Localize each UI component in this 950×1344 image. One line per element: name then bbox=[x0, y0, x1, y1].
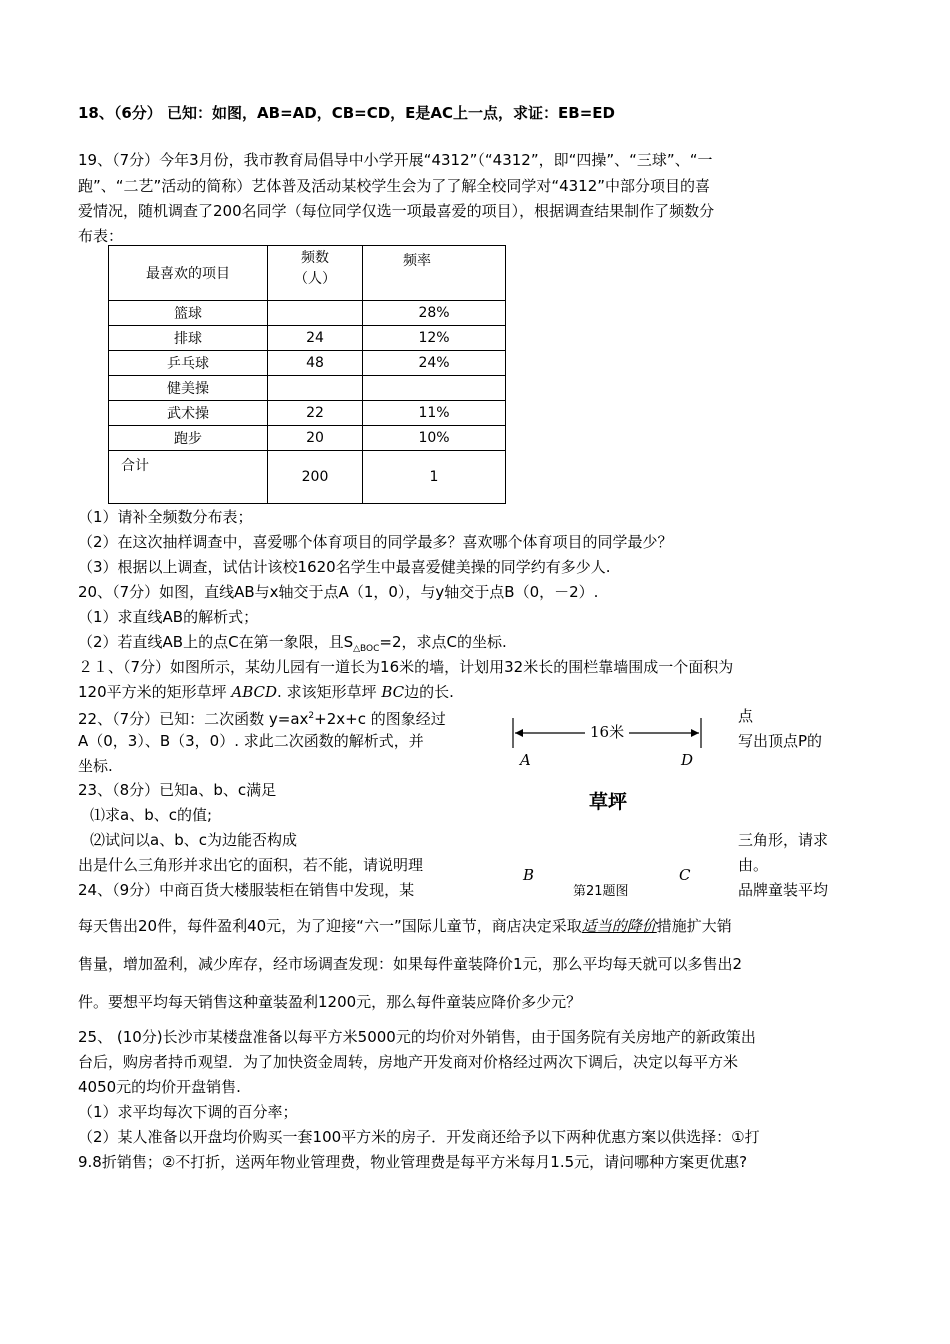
cell-item: 武术操 bbox=[109, 401, 268, 426]
cell-item: 跑步 bbox=[109, 426, 268, 451]
lawn-label: 草坪 bbox=[589, 791, 628, 813]
vertex-b-label: B bbox=[523, 866, 535, 884]
cell-rate: 12% bbox=[363, 326, 506, 351]
q25-line1: 25、 (10分)长沙市某楼盘准备以每平方米5000元的均价对外销售，由于国务院有关房地产的新政策出 bbox=[78, 1028, 756, 1046]
q25-part2b: 9.8折销售；②不打折，送两年物业管理费，物业管理费是每平方米每月1.5元，请问哪种方案更优惠? bbox=[78, 1153, 748, 1171]
q23-part2-b: 三角形，请求 bbox=[738, 831, 829, 849]
cell-count: 20 bbox=[268, 426, 363, 451]
q24-line3: 售量，增加盈利，减少库存，经市场调查发现：如果每件童装降价1元，那么平均每天就可以多售出2 bbox=[78, 955, 743, 973]
q22-line2: A（0，3）、B（3，0）. 求此二次函数的解析式，并 bbox=[78, 732, 424, 750]
q19-line4: 布表： bbox=[78, 227, 124, 245]
q25-line2: 台后，购房者持币观望．为了加快资金周转，房地产开发商对价格经过两次下调后，决定以每平方米 bbox=[78, 1053, 739, 1071]
cell-rate: 10% bbox=[363, 426, 506, 451]
table-row bbox=[109, 301, 506, 326]
cell-count: 24 bbox=[268, 326, 363, 351]
table-row bbox=[109, 401, 506, 426]
q22-line2-b: 写出顶点P的 bbox=[738, 732, 823, 750]
q19-line2: 跑”、“二艺”活动的简称）艺体普及活动某校学生会为了了解全校同学对“4312”中部分项目的喜 bbox=[78, 177, 711, 195]
q24-line2-a: 每天售出20件，每件盈利40元，为了迎接“六一”国际儿童节，商店决定采取 bbox=[78, 917, 582, 935]
frequency-table bbox=[108, 245, 506, 504]
table-header-row bbox=[109, 246, 506, 301]
q22-line1-c: 点 bbox=[738, 707, 754, 725]
q20-part1: （1）求直线AB的解析式； bbox=[78, 608, 259, 626]
q20-part2-a: （2）若直线AB上的点C在第一象限，且S bbox=[78, 633, 354, 651]
figure-caption: 第21题图 bbox=[573, 884, 629, 899]
q22-line3: 坐标. bbox=[78, 757, 113, 775]
q19-part3: （3）根据以上调查，试估计该校1620名学生中最喜爱健美操的同学约有多少人. bbox=[78, 558, 611, 576]
table-row bbox=[109, 351, 506, 376]
q21-line2-b: ABCD bbox=[231, 683, 278, 701]
cell-rate: 24% bbox=[363, 351, 506, 376]
q20-part2-sub: △BOC bbox=[353, 644, 380, 654]
q20-line1: 20、（7分）如图，直线AB与x轴交于点A（1，0），与y轴交于点B（0，－2）. bbox=[78, 583, 599, 601]
cell-item: 乒乓球 bbox=[109, 351, 268, 376]
q24-line1-b: 品牌童装平均 bbox=[738, 881, 829, 899]
table-row bbox=[109, 376, 506, 401]
q18-text: 18、（6分） 已知：如图，AB=AD，CB=CD，E是AC上一点，求证：EB=ED bbox=[78, 104, 615, 122]
q23-line3-b: 由。 bbox=[738, 856, 769, 874]
vertex-d-label: D bbox=[681, 751, 694, 769]
q21-line2 bbox=[78, 682, 454, 702]
cell-item: 篮球 bbox=[109, 301, 268, 326]
q21-line2-d: BC bbox=[381, 683, 405, 701]
arrow-left-head bbox=[515, 729, 523, 737]
cell-rate: 11% bbox=[363, 401, 506, 426]
cell-item: 健美操 bbox=[109, 376, 268, 401]
q23-line3: 出是什么三角形并求出它的面积，若不能，请说明理 bbox=[78, 856, 424, 874]
q23-part1: ⑴求a、b、c的值; bbox=[90, 806, 213, 824]
q23-line1: 23、（8分）已知a、b、c满足 bbox=[78, 781, 277, 799]
table-row bbox=[109, 326, 506, 351]
header-count-b: （人） bbox=[294, 271, 336, 287]
q20-part2 bbox=[78, 632, 507, 659]
cell-total-count: 200 bbox=[268, 451, 363, 504]
q24-line2-underlined: 适当的降价 bbox=[581, 917, 657, 935]
q21-line1: ２１、（7分）如图所示，某幼儿园有一道长为16米的墙，计划用32米长的围栏靠墙围成一个面积为 bbox=[78, 658, 734, 676]
q23-part2: ⑵试问以a、b、c为边能否构成 bbox=[90, 831, 297, 849]
vertex-c-label: C bbox=[679, 866, 691, 884]
q21-line2-c: . 求该矩形草坪 bbox=[277, 683, 382, 701]
table-row bbox=[109, 426, 506, 451]
q24-line2 bbox=[78, 916, 732, 936]
q24-line1: 24、（9分）中商百货大楼服装柜在销售中发现，某 bbox=[78, 881, 415, 899]
q19-line3: 爱情况，随机调查了200名同学（每位同学仅选一项最喜爱的项目），根据调查结果制作了频数分 bbox=[78, 202, 715, 220]
vertex-a-label: A bbox=[520, 751, 531, 769]
cell-rate bbox=[363, 376, 506, 401]
cell-count: 22 bbox=[268, 401, 363, 426]
q20-part2-b: =2，求点C的坐标. bbox=[379, 633, 507, 651]
header-count bbox=[268, 246, 363, 301]
cell-item: 排球 bbox=[109, 326, 268, 351]
q24-line2-b: 措施扩大销 bbox=[656, 917, 732, 935]
q25-line3: 4050元的均价开盘销售. bbox=[78, 1078, 241, 1096]
wall-length-label: 16米 bbox=[590, 723, 625, 741]
cell-count bbox=[268, 376, 363, 401]
q19-part1: （1）请补全频数分布表； bbox=[78, 508, 253, 526]
header-rate: 频率 bbox=[363, 246, 506, 301]
cell-count: 48 bbox=[268, 351, 363, 376]
q22-line1-sup: 2 bbox=[308, 711, 315, 721]
cell-rate: 28% bbox=[363, 301, 506, 326]
q21-line2-e: 边的长. bbox=[404, 683, 454, 701]
q21-line2-a: 120平方米的矩形草坪 bbox=[78, 683, 232, 701]
q25-part2a: （2）某人准备以开盘均价购买一套100平方米的房子．开发商还给予以下两种优惠方案以供选择：①打 bbox=[78, 1128, 760, 1146]
cell-count bbox=[268, 301, 363, 326]
q19-line1: 19、（7分）今年3月份，我市教育局倡导中小学开展“4312”（“4312”，即“四操”、“三球”、“一 bbox=[78, 151, 713, 169]
q25-part1: （1）求平均每次下调的百分率； bbox=[78, 1103, 298, 1121]
table-total-row bbox=[109, 451, 506, 504]
q22-line1 bbox=[78, 706, 446, 729]
figure-21 bbox=[505, 708, 725, 898]
arrow-right-head bbox=[691, 729, 699, 737]
header-count-a: 频数 bbox=[301, 250, 329, 266]
q22-line1-b: +2x+c 的图象经过 bbox=[314, 710, 446, 728]
q24-line4: 件。要想平均每天销售这种童装盈利1200元，那么每件童装应降价多少元？ bbox=[78, 993, 582, 1011]
q19-part2: （2）在这次抽样调查中，喜爱哪个体育项目的同学最多？喜欢哪个体育项目的同学最少？ bbox=[78, 533, 673, 551]
cell-total-rate: 1 bbox=[363, 451, 506, 504]
q22-line1-a: 22、（7分）已知：二次函数 y=ax bbox=[78, 710, 309, 728]
cell-total-item: 合计 bbox=[109, 451, 268, 504]
header-item: 最喜欢的项目 bbox=[109, 246, 268, 301]
